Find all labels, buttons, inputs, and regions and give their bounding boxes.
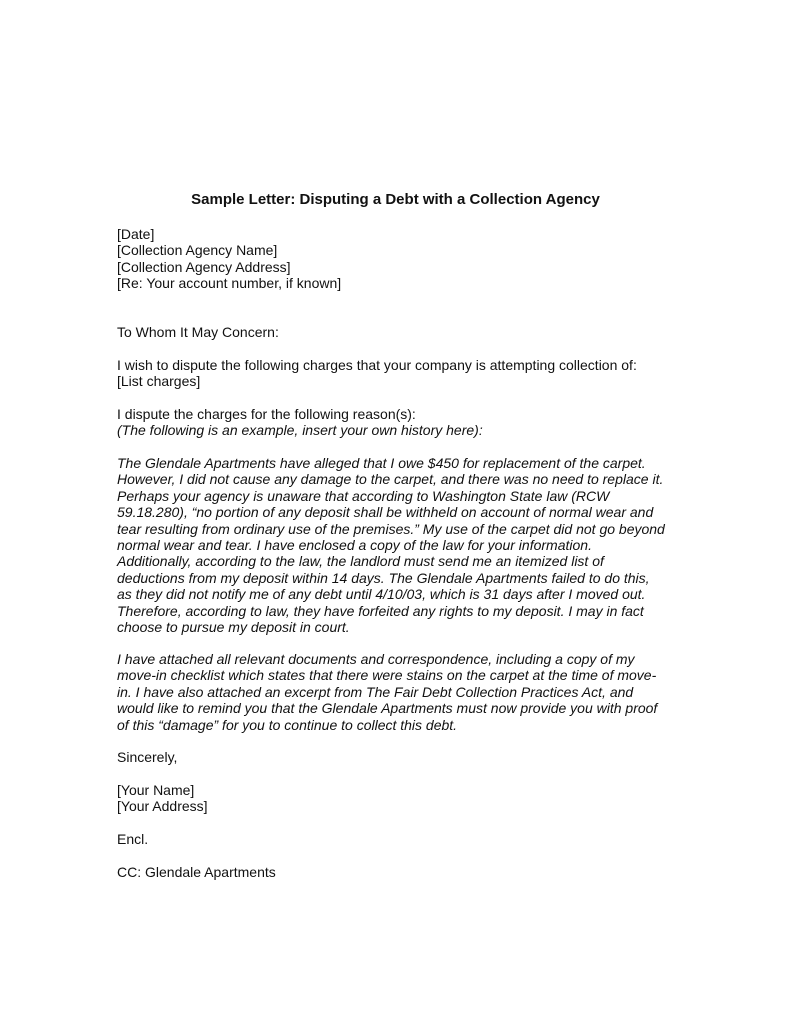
paragraph-line: choose to pursue my deposit in court.: [117, 619, 350, 636]
paragraph-line: tear resulting from ordinary use of the premises.” My use of the carpet did not go beyond: [117, 520, 665, 537]
name-placeholder: [Your Name]: [117, 782, 195, 798]
letter-title: Sample Letter: Disputing a Debt with a Collection Agency: [191, 191, 600, 208]
list-charges-placeholder: [List charges]: [117, 373, 201, 390]
reasons-intro: [117, 406, 687, 439]
paragraph-line: in. I have also attached an excerpt from The Fair Debt Collection Practices Act, and: [117, 683, 634, 700]
dispute-intro: [117, 357, 687, 390]
closing: Sincerely,: [117, 749, 178, 765]
dispute-statement: I wish to dispute the following charges that your company is attempting collection of:: [117, 357, 637, 373]
example-note: (The following is an example, insert your own history here):: [117, 422, 483, 439]
example-paragraph-1: [117, 455, 687, 635]
paragraph-line: Additionally, according to the law, the landlord must send me an itemized list of: [117, 553, 604, 570]
paragraph-line: Perhaps your agency is unaware that according to Washington State law (RCW: [117, 487, 610, 504]
paragraph-line: deductions from my deposit within 14 days. The Glendale Apartments failed to do this,: [117, 569, 650, 586]
paragraph-line: move-in checklist which states that there were stains on the carpet at the time of move-: [117, 667, 657, 684]
paragraph-line: would like to remind you that the Glendale Apartments must now provide you with proof: [117, 700, 658, 717]
paragraph-line: of this “damage” for you to continue to collect this debt.: [117, 716, 458, 733]
agency-name-placeholder: [Collection Agency Name]: [117, 242, 278, 259]
paragraph-line: normal wear and tear. I have enclosed a copy of the law for your information.: [117, 537, 592, 554]
reasons-statement: I dispute the charges for the following reason(s):: [117, 406, 416, 422]
paragraph-line: The Glendale Apartments have alleged that I owe $450 for replacement of the carpet.: [117, 455, 646, 471]
paragraph-line: as they did not notify me of any debt until 4/10/03, which is 31 days after I moved out.: [117, 586, 646, 603]
cc-line: CC: Glendale Apartments: [117, 864, 276, 880]
example-paragraph-2: [117, 651, 687, 733]
salutation: To Whom It May Concern:: [117, 324, 279, 340]
signature-block: [117, 782, 687, 815]
date-placeholder: [Date]: [117, 226, 155, 242]
address-placeholder: [Your Address]: [117, 798, 208, 815]
enclosure-note: Encl.: [117, 831, 149, 847]
paragraph-line: However, I did not cause any damage to the carpet, and there was no need to replace it.: [117, 471, 664, 488]
paragraph-line: Therefore, according to law, they have forfeited any rights to my deposit. I may in fact: [117, 602, 644, 619]
agency-address-placeholder: [Collection Agency Address]: [117, 258, 291, 275]
account-reference-placeholder: [Re: Your account number, if known]: [117, 275, 342, 292]
paragraph-line: I have attached all relevant documents and correspondence, including a copy of my: [117, 651, 635, 667]
paragraph-line: 59.18.280), “no portion of any deposit shall be withheld on account of normal wear and: [117, 504, 654, 521]
header-block: [117, 226, 687, 292]
